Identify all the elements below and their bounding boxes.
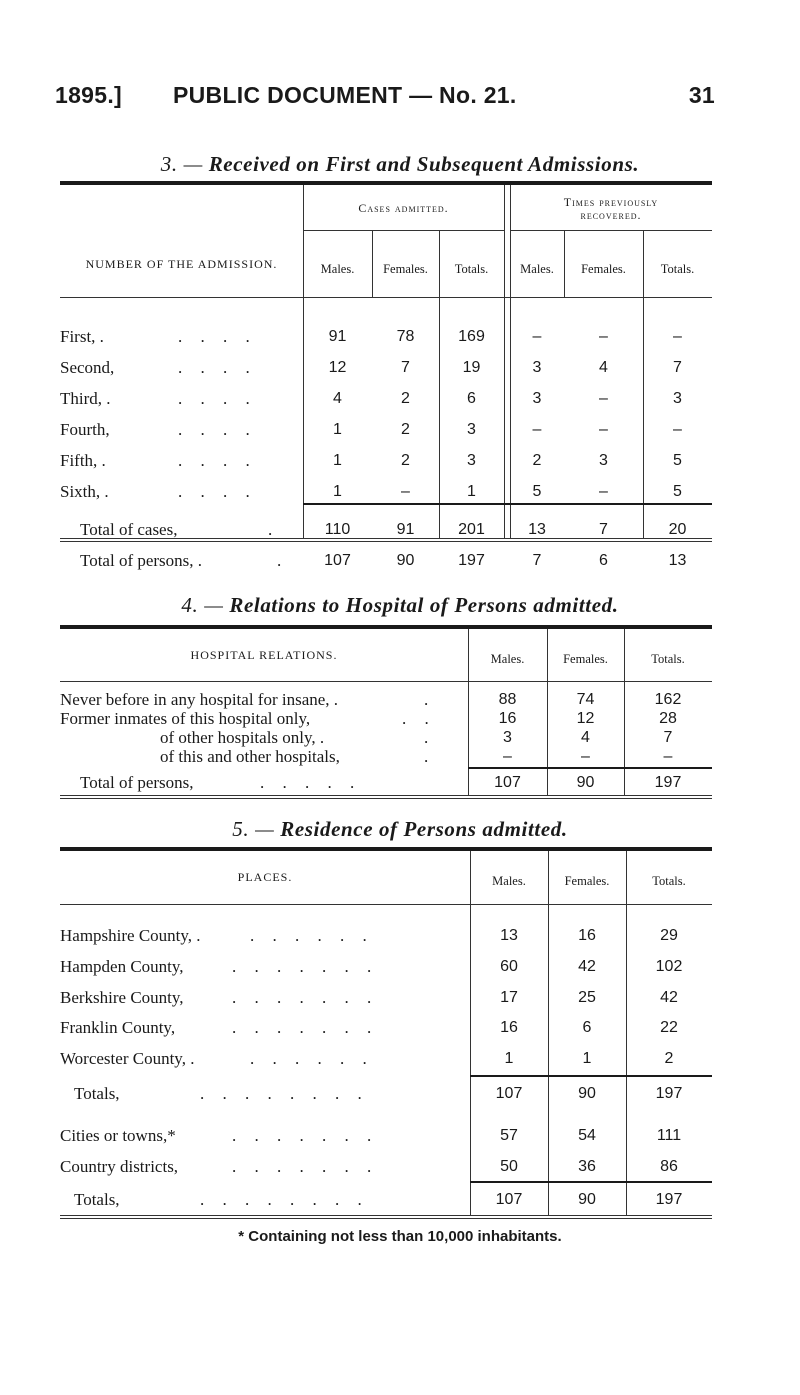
leader-dots: .: [277, 551, 289, 570]
table-cell: –: [581, 748, 590, 765]
table-cell: 111: [656, 1127, 682, 1144]
table-cell: 78: [396, 328, 415, 345]
table-cell: 1: [582, 1050, 592, 1067]
row-label: Second,: [60, 358, 115, 377]
table-cell: 5: [673, 483, 682, 500]
total-label: Totals,: [74, 1084, 120, 1103]
row-label: Berkshire County,: [60, 988, 184, 1007]
table-cell: 3: [467, 452, 476, 469]
leader-dots: . . . . . . .: [232, 1126, 379, 1145]
table-cell: 29: [660, 927, 678, 944]
table-cell: 4: [333, 390, 342, 407]
total-cell: 90: [576, 774, 595, 791]
table-cell: 3: [532, 390, 542, 407]
total-cell: 20: [668, 521, 687, 538]
page-number: 31: [688, 82, 715, 108]
table-cell: 3: [532, 359, 542, 376]
total-cell: 201: [458, 521, 485, 538]
total-cell: 90: [578, 1191, 596, 1208]
header-bottom-rule: [60, 681, 712, 682]
row-header-label: NUMBER OF THE ADMISSION.: [85, 257, 278, 271]
table4-bottom-rule: [60, 795, 712, 799]
row-label: Cities or towns,*: [60, 1126, 176, 1145]
table-cell: 19: [462, 359, 481, 376]
total-cell: 197: [655, 1085, 683, 1102]
column-header: Males.: [520, 262, 554, 276]
table3-number: 3.: [160, 152, 178, 176]
table3-title-text: Received on First and Subsequent Admissions.: [208, 152, 640, 176]
leader-dots: .: [268, 520, 280, 539]
column-header: Totals.: [454, 262, 489, 276]
column-header: Females.: [581, 262, 626, 276]
leader-dots: . . . . . .: [250, 926, 374, 945]
table-cell: –: [673, 328, 682, 345]
totals-rule: [470, 1075, 712, 1077]
table-cell: 1: [333, 421, 342, 438]
total-cell: 197: [458, 552, 485, 569]
total-cell: 7: [599, 521, 608, 538]
leader-dots: . . . .: [178, 358, 257, 377]
table-cell: 88: [498, 691, 517, 708]
leader-dots: . . . . .: [260, 773, 362, 792]
table-cell: 1: [467, 483, 476, 500]
table-cell: 74: [576, 691, 595, 708]
row-label: Never before in any hospital for insane, .: [60, 690, 339, 709]
table-cell: –: [532, 421, 542, 438]
table-cell: 25: [578, 989, 596, 1006]
row-label: First, .: [60, 327, 104, 346]
column-header: Males.: [492, 874, 526, 888]
table-cell: 3: [599, 452, 608, 469]
column-header: Males.: [320, 262, 355, 276]
leader-dots: .: [424, 728, 436, 747]
table-cell: 13: [500, 927, 518, 944]
row-label: Fourth,: [60, 420, 110, 439]
table-cell: 12: [328, 359, 347, 376]
total-cell: 107: [495, 1191, 523, 1208]
table-cell: 169: [458, 328, 485, 345]
table-cell: 7: [663, 729, 673, 746]
table-cell: 42: [660, 989, 678, 1006]
running-head: [55, 82, 715, 122]
table-cell: 57: [500, 1127, 518, 1144]
total-cell: 13: [528, 521, 546, 538]
column-rule: [504, 185, 505, 538]
column-header: Totals.: [660, 262, 695, 276]
table-cell: –: [599, 390, 608, 407]
total-label: Total of cases,: [80, 520, 178, 539]
times-recovered-header: Times previously: [563, 195, 659, 209]
table-cell: 16: [500, 1019, 518, 1036]
table4-number: 4.: [181, 593, 199, 617]
leader-dots: . . . . . . .: [232, 988, 379, 1007]
total-cell: 90: [396, 552, 415, 569]
table3-top-rule: [60, 181, 712, 185]
table-cell: –: [599, 483, 608, 500]
table-cell: 162: [654, 691, 682, 708]
column-header: Females.: [564, 874, 610, 888]
leader-dots: . . . . . .: [250, 1049, 374, 1068]
table-cell: 12: [576, 710, 595, 727]
total-cell: 197: [654, 774, 682, 791]
leader-dots: . . . .: [178, 451, 257, 470]
table-cell: 7: [673, 359, 682, 376]
row-label: Hampden County,: [60, 957, 184, 976]
leader-dots: . . . .: [178, 327, 257, 346]
leader-dots: . . . .: [178, 389, 257, 408]
row-label: Third, .: [60, 389, 111, 408]
table-cell: 86: [660, 1158, 678, 1175]
leader-dots: . . . . . . .: [232, 1018, 379, 1037]
row-label: Former inmates of this hospital only,: [60, 709, 311, 728]
column-header: Males.: [490, 652, 525, 666]
total-cell: 110: [324, 521, 351, 538]
table-cell: 2: [401, 452, 410, 469]
table-cell: –: [401, 483, 410, 500]
table-cell: 16: [578, 927, 596, 944]
table-cell: 102: [655, 958, 683, 975]
column-rule: [372, 230, 373, 297]
header-title: PUBLIC DOCUMENT — No. 21.: [173, 82, 517, 108]
table-cell: –: [673, 421, 682, 438]
row-label: Franklin County,: [60, 1018, 176, 1037]
table-cell: 6: [582, 1019, 592, 1036]
total-cell: 107: [494, 774, 521, 791]
table-cell: 7: [401, 359, 410, 376]
table-cell: –: [663, 748, 673, 765]
leader-dots: . . . .: [178, 482, 257, 501]
table-cell: 5: [532, 483, 542, 500]
table-cell: –: [599, 328, 608, 345]
total-cell: 13: [668, 552, 687, 569]
leader-dots: . . . .: [178, 420, 257, 439]
column-header: Females.: [383, 262, 428, 276]
table-cell: 91: [328, 328, 347, 345]
column-header: Females.: [563, 652, 608, 666]
table-cell: 60: [500, 958, 518, 975]
table-cell: 42: [578, 958, 596, 975]
column-header: Totals.: [651, 652, 685, 666]
totals-rule: [468, 767, 712, 769]
table5-title-text: Residence of Persons admitted.: [280, 817, 568, 841]
totals-rule: [470, 1181, 712, 1183]
table-cell: 3: [467, 421, 476, 438]
table-cell: 54: [578, 1127, 596, 1144]
table-cell: 4: [581, 729, 590, 746]
table3-bottom-rule: [60, 538, 712, 542]
leader-dots: .: [424, 747, 436, 766]
table-cell: 36: [578, 1158, 596, 1175]
leader-dots: . . . . . . .: [232, 957, 379, 976]
row-header-label: PLACES.: [237, 870, 293, 884]
total-cell: 7: [532, 552, 542, 569]
header-bottom-rule: [60, 297, 712, 298]
row-label: Country districts,: [60, 1157, 179, 1176]
table-cell: –: [599, 421, 608, 438]
total-label: Total of persons,: [80, 773, 194, 792]
total-label: Total of persons, .: [80, 551, 203, 570]
column-header: Totals.: [652, 874, 686, 888]
row-label: of other hospitals only, .: [160, 728, 325, 747]
table-cell: 28: [659, 710, 677, 727]
table5-bottom-rule: [60, 1215, 712, 1219]
table-cell: 50: [500, 1158, 518, 1175]
leader-dots: . . . . . . . .: [200, 1190, 369, 1209]
table-cell: 22: [660, 1019, 678, 1036]
footnote: * Containing not less than 10,000 inhabitants.: [238, 1228, 562, 1245]
table5-number: 5.: [232, 817, 250, 841]
table-cell: 17: [500, 989, 518, 1006]
table-cell: 5: [673, 452, 682, 469]
total-cell: 91: [396, 521, 415, 538]
table5-top-rule: [60, 847, 712, 851]
times-recovered-header-2: recovered.: [580, 208, 642, 222]
table5-title: [0, 817, 800, 842]
row-label: Fifth, .: [60, 451, 106, 470]
column-rule: [564, 230, 565, 297]
total-cell: 6: [599, 552, 608, 569]
table4-title-text: Relations to Hospital of Persons admitted.: [229, 593, 619, 617]
table-cell: 6: [467, 390, 476, 407]
table-cell: –: [532, 328, 542, 345]
table5-dash: —: [255, 817, 275, 841]
leader-dots: .: [424, 690, 436, 709]
header-year: 1895.]: [55, 82, 123, 108]
cases-admitted-header: Cases admitted.: [358, 201, 449, 215]
table4-top-rule: [60, 625, 712, 629]
table-cell: 2: [664, 1050, 674, 1067]
total-cell: 107: [495, 1085, 523, 1102]
row-label: of this and other hospitals,: [160, 747, 340, 766]
table3-dash: —: [183, 152, 203, 176]
group-rule: [510, 230, 712, 231]
row-label: Hampshire County, .: [60, 926, 201, 945]
table-cell: 2: [532, 452, 542, 469]
row-header-label: HOSPITAL RELATIONS.: [190, 648, 338, 662]
table4-title: [0, 593, 800, 618]
table-cell: 2: [401, 390, 410, 407]
header-bottom-rule: [60, 904, 712, 905]
total-cell: 90: [578, 1085, 596, 1102]
total-cell: 107: [324, 552, 351, 569]
table-cell: –: [503, 748, 512, 765]
totals-rule: [303, 503, 712, 505]
row-label: Sixth, .: [60, 482, 109, 501]
table3-title: [0, 152, 800, 177]
table-cell: 2: [401, 421, 410, 438]
leader-dots: . . . . . . .: [232, 1157, 379, 1176]
table-cell: 1: [333, 452, 342, 469]
table-cell: 3: [673, 390, 682, 407]
table4-dash: —: [204, 593, 224, 617]
table-cell: 1: [333, 483, 342, 500]
leader-dots: . . . . . . . .: [200, 1084, 369, 1103]
table-cell: 1: [504, 1050, 514, 1067]
table-cell: 4: [599, 359, 608, 376]
group-rule: [303, 230, 504, 231]
table-cell: 16: [498, 710, 517, 727]
total-cell: 197: [655, 1191, 683, 1208]
table-cell: 3: [503, 729, 512, 746]
total-label: Totals,: [74, 1190, 120, 1209]
leader-dots: . .: [402, 709, 436, 728]
row-label: Worcester County, .: [60, 1049, 195, 1068]
